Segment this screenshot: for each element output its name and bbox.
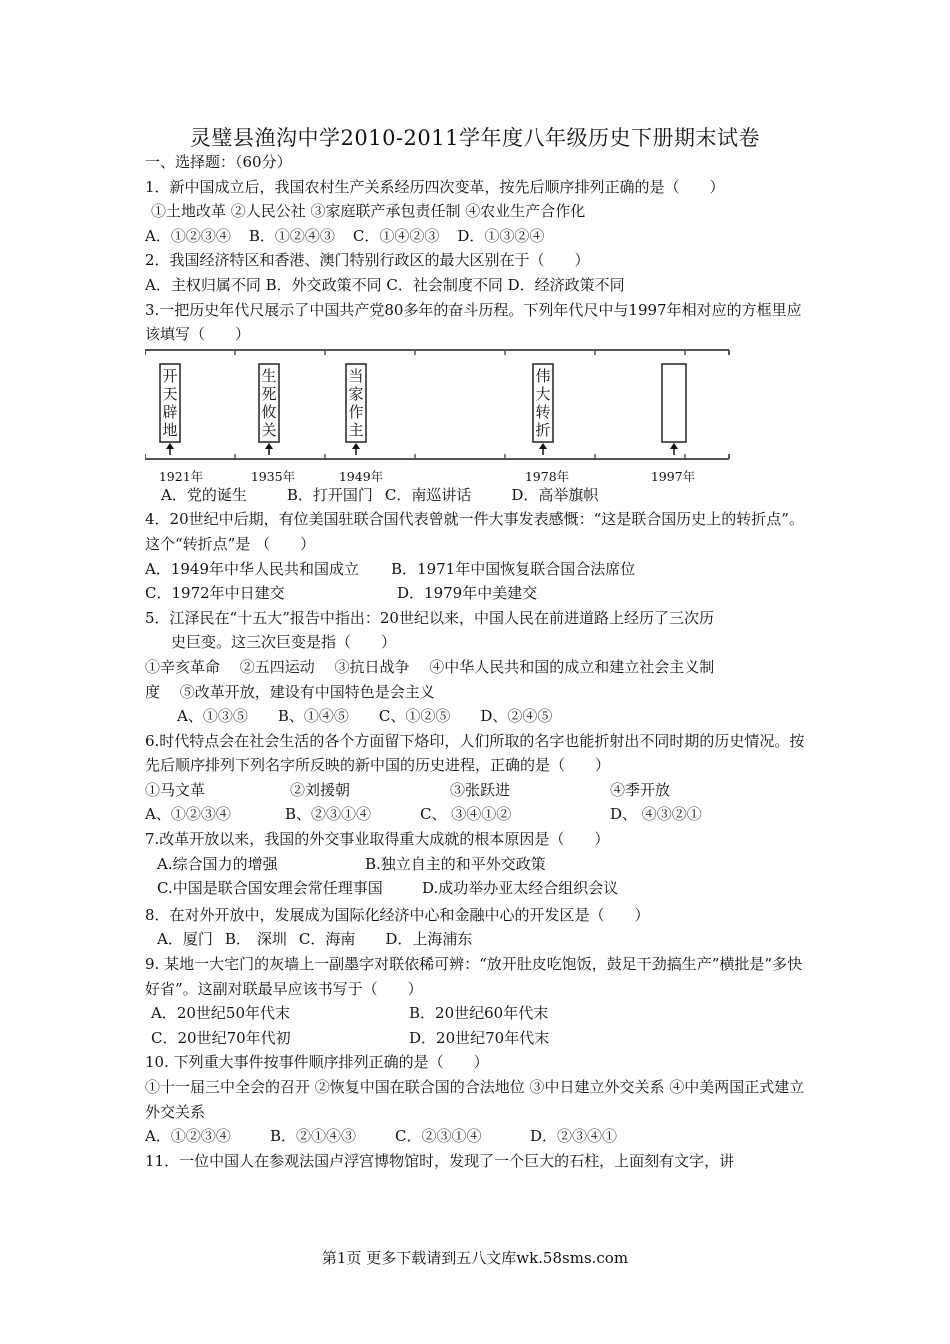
timeline-year-1935: 1935年	[250, 468, 296, 484]
q10-items: ①十一届三中全会的召开 ②恢复中国在联合国的合法地位 ③中日建立外交关系 ④中美两国正式建立外交关系	[145, 1078, 805, 1121]
q4-option-d: D．1979年中美建交	[397, 584, 538, 603]
q7-option-d: D.成功举办亚太经合组织会议	[422, 879, 619, 898]
q6-option-d: D、 ④③②①	[610, 805, 702, 824]
timeline-box-1935-char-2: 死	[261, 384, 277, 403]
q9-options-row2	[145, 1026, 809, 1051]
timeline-box-1978-char-1: 伟	[535, 366, 551, 385]
q6-options	[145, 802, 809, 827]
timeline-box-1921-char-1: 开	[162, 366, 178, 385]
q8-options	[145, 927, 809, 952]
timeline-box-1978-char-4: 折	[535, 420, 551, 439]
q8-option-d: D．上海浦东	[385, 930, 473, 949]
q6-item-4: ④季开放	[610, 780, 671, 799]
timeline-year-1997: 1997年	[650, 468, 696, 484]
q9-option-b: B．20世纪60年代末	[409, 1004, 549, 1023]
q6-item-1: ①马文革	[145, 780, 206, 799]
q5-items-line2: 度 ⑤改革开放，建设有中国特色是会主义	[145, 682, 435, 701]
q5-option-d: D、②④⑤	[480, 707, 553, 726]
timeline-year-1978: 1978年	[524, 468, 570, 484]
exam-content	[145, 150, 809, 1173]
timeline-box-1978-char-3: 转	[535, 402, 551, 421]
q11-stem: 11．一位中国人在参观法国卢浮宫博物馆时，发现了一个巨大的石柱，上面刻有文字，讲	[145, 1151, 735, 1170]
q6-option-c: C、 ③④①②	[420, 805, 512, 824]
q8-option-c-text: 海南	[325, 930, 356, 949]
q4-stem: 4．20世纪中后期，有位美国驻联合国代表曾就一件大事发表感慨：“这是联合国历史上的转折点”。这个“转折点”是 （ ）	[145, 510, 804, 553]
q5-items-line1: ①辛亥革命 ②五四运动 ③抗日战争 ④中华人民共和国的成立和建立社会主义制	[145, 657, 715, 676]
q6-stem: 6.时代特点会在社会生活的各个方面留下烙印，人们所取的名字也能折射出不同时期的历史情况。按先后顺序排列下列名字所反映的新中国的历史进程，正确的是（ ）	[145, 731, 805, 775]
q6-item-2: ②刘援朝	[290, 780, 351, 799]
timeline-year-1921: 1921年	[158, 468, 204, 484]
q5-options	[145, 704, 809, 729]
q10-option-d: D．②③④①	[530, 1127, 618, 1146]
timeline-box-1997-empty	[662, 364, 686, 442]
q4-option-a: A．1949年中华人民共和国成立	[145, 559, 360, 578]
q1-options	[145, 224, 809, 249]
q9-options-row1	[145, 1001, 809, 1026]
q7-option-b: B.独立自主的和平外交政策	[365, 854, 546, 873]
timeline-box-1935-char-4: 关	[261, 420, 277, 439]
q10-option-c: C．②③①④	[395, 1127, 482, 1146]
q5-option-c: C、①②⑤	[378, 707, 451, 726]
q5-stem-line1: 5．江泽民在“十五大”报告中指出：20世纪以来，中国人民在前进道路上经历了三次历	[145, 608, 714, 627]
timeline-box-1921-char-4: 地	[162, 420, 178, 439]
q10-stem: 10. 下列重大事件按事件顺序排列正确的是（ ）	[145, 1053, 489, 1072]
timeline-box-1935-char-3: 攸	[261, 402, 277, 421]
q4-options-row2	[145, 581, 809, 606]
q4-options-row1	[145, 557, 809, 582]
q4-option-c: C．1972年中日建交	[145, 584, 285, 603]
timeline-box-1921-char-2: 天	[162, 384, 178, 403]
q3-option-b: B．打开国门	[286, 485, 373, 504]
q8-option-c-label: C．	[298, 930, 326, 949]
q8-stem: 8．在对外开放中，发展成为国际化经济中心和金融中心的开发区是（ ）	[145, 905, 650, 924]
q3-option-d: D．高举旗帜	[511, 485, 599, 504]
q9-option-d: D．20世纪70年代末	[409, 1028, 550, 1047]
q7-options-row2	[145, 876, 809, 901]
q9-stem: 9. 某地一大宅门的灰墙上一副墨字对联依稀可辨：“放开肚皮吃饱饭，鼓足干劲搞生产”横批是“多快好省”。这副对联最早应该书写于（ ）	[145, 955, 803, 998]
page-footer: 第1页 更多下载请到五八文库wk.58sms.com	[321, 1249, 629, 1267]
q10-option-a: A．①②③④	[145, 1127, 231, 1146]
q5-option-b: B、①④⑤	[277, 707, 349, 726]
q5-option-a: A、①③⑤	[177, 707, 248, 726]
section-heading: 一、选择题：（60分）	[145, 153, 292, 171]
q1-option-d: D．①③②④	[457, 226, 545, 245]
timeline-box-1949-char-2: 家	[348, 384, 364, 403]
q7-stem: 7.改革开放以来，我国的外交事业取得重大成就的根本原因是（ ）	[145, 830, 610, 849]
q7-option-a: A.综合国力的增强	[157, 854, 278, 873]
timeline-arrowhead-1921	[166, 443, 174, 449]
q8-option-b-text: 深圳	[256, 930, 287, 949]
q1-option-c: C．①④②③	[352, 226, 440, 245]
timeline-box-1949-char-4: 主	[348, 420, 364, 439]
q1-option-a: A．①②③④	[145, 226, 231, 245]
q4-option-b: B．1971年中国恢复联合国合法席位	[391, 559, 636, 578]
q10-option-b: B．②①④③	[270, 1127, 357, 1146]
timeline-box-1921-char-3: 辟	[162, 402, 178, 421]
q1-items: ①土地改革 ②人民公社 ③家庭联产承包责任制 ④农业生产合作化	[151, 202, 586, 221]
q1-stem: 1．新中国成立后，我国农村生产关系经历四次变革，按先后顺序排列正确的是（ ）	[145, 177, 725, 196]
q6-option-a: A、①②③④	[145, 805, 231, 824]
q6-item-3: ③张跃进	[450, 780, 511, 799]
q9-option-c: C．20世纪70年代初	[151, 1028, 291, 1047]
q1-option-b: B．①②④③	[248, 226, 335, 245]
timeline-box-1949-char-3: 作	[348, 402, 364, 421]
q2-stem: 2．我国经济特区和香港、澳门特别行政区的最大区别在于（ ）	[145, 251, 590, 270]
q10-options	[145, 1124, 809, 1149]
q2-options: A．主权归属不同 B．外交政策不同 C．社会制度不同 D．经济政策不同	[145, 275, 625, 294]
q3-option-c: C．南巡讲话	[384, 485, 472, 504]
timeline-box-1978-char-2: 大	[535, 384, 551, 403]
q3-option-a: A．党的诞生	[161, 485, 247, 504]
q7-option-c: C.中国是联合国安理会常任理事国	[157, 879, 383, 898]
timeline-graphic	[145, 347, 809, 487]
q5-stem-line2: 史巨变。这三次巨变是指（ ）	[171, 633, 397, 652]
q3-timeline	[145, 347, 809, 487]
q7-options-row1	[145, 852, 809, 877]
exam-title: 灵璧县渔沟中学2010-2011学年度八年级历史下册期末试卷	[190, 126, 760, 150]
q8-option-a: A．厦门	[157, 930, 213, 949]
q9-option-a: A．20世纪50年代末	[151, 1004, 291, 1023]
q6-items	[145, 778, 809, 803]
q6-option-b: B、②③①④	[285, 805, 372, 824]
timeline-box-1949-char-1: 当	[348, 366, 364, 385]
timeline-year-1949: 1949年	[338, 468, 384, 484]
q3-stem: 3.一把历史年代尺展示了中国共产党80多年的奋斗历程。下列年代尺中与1997年相对应的方框里应该填写（ ）	[145, 300, 802, 344]
timeline-box-1935-char-1: 生	[261, 366, 277, 385]
q8-option-b-label: B．	[224, 930, 251, 949]
